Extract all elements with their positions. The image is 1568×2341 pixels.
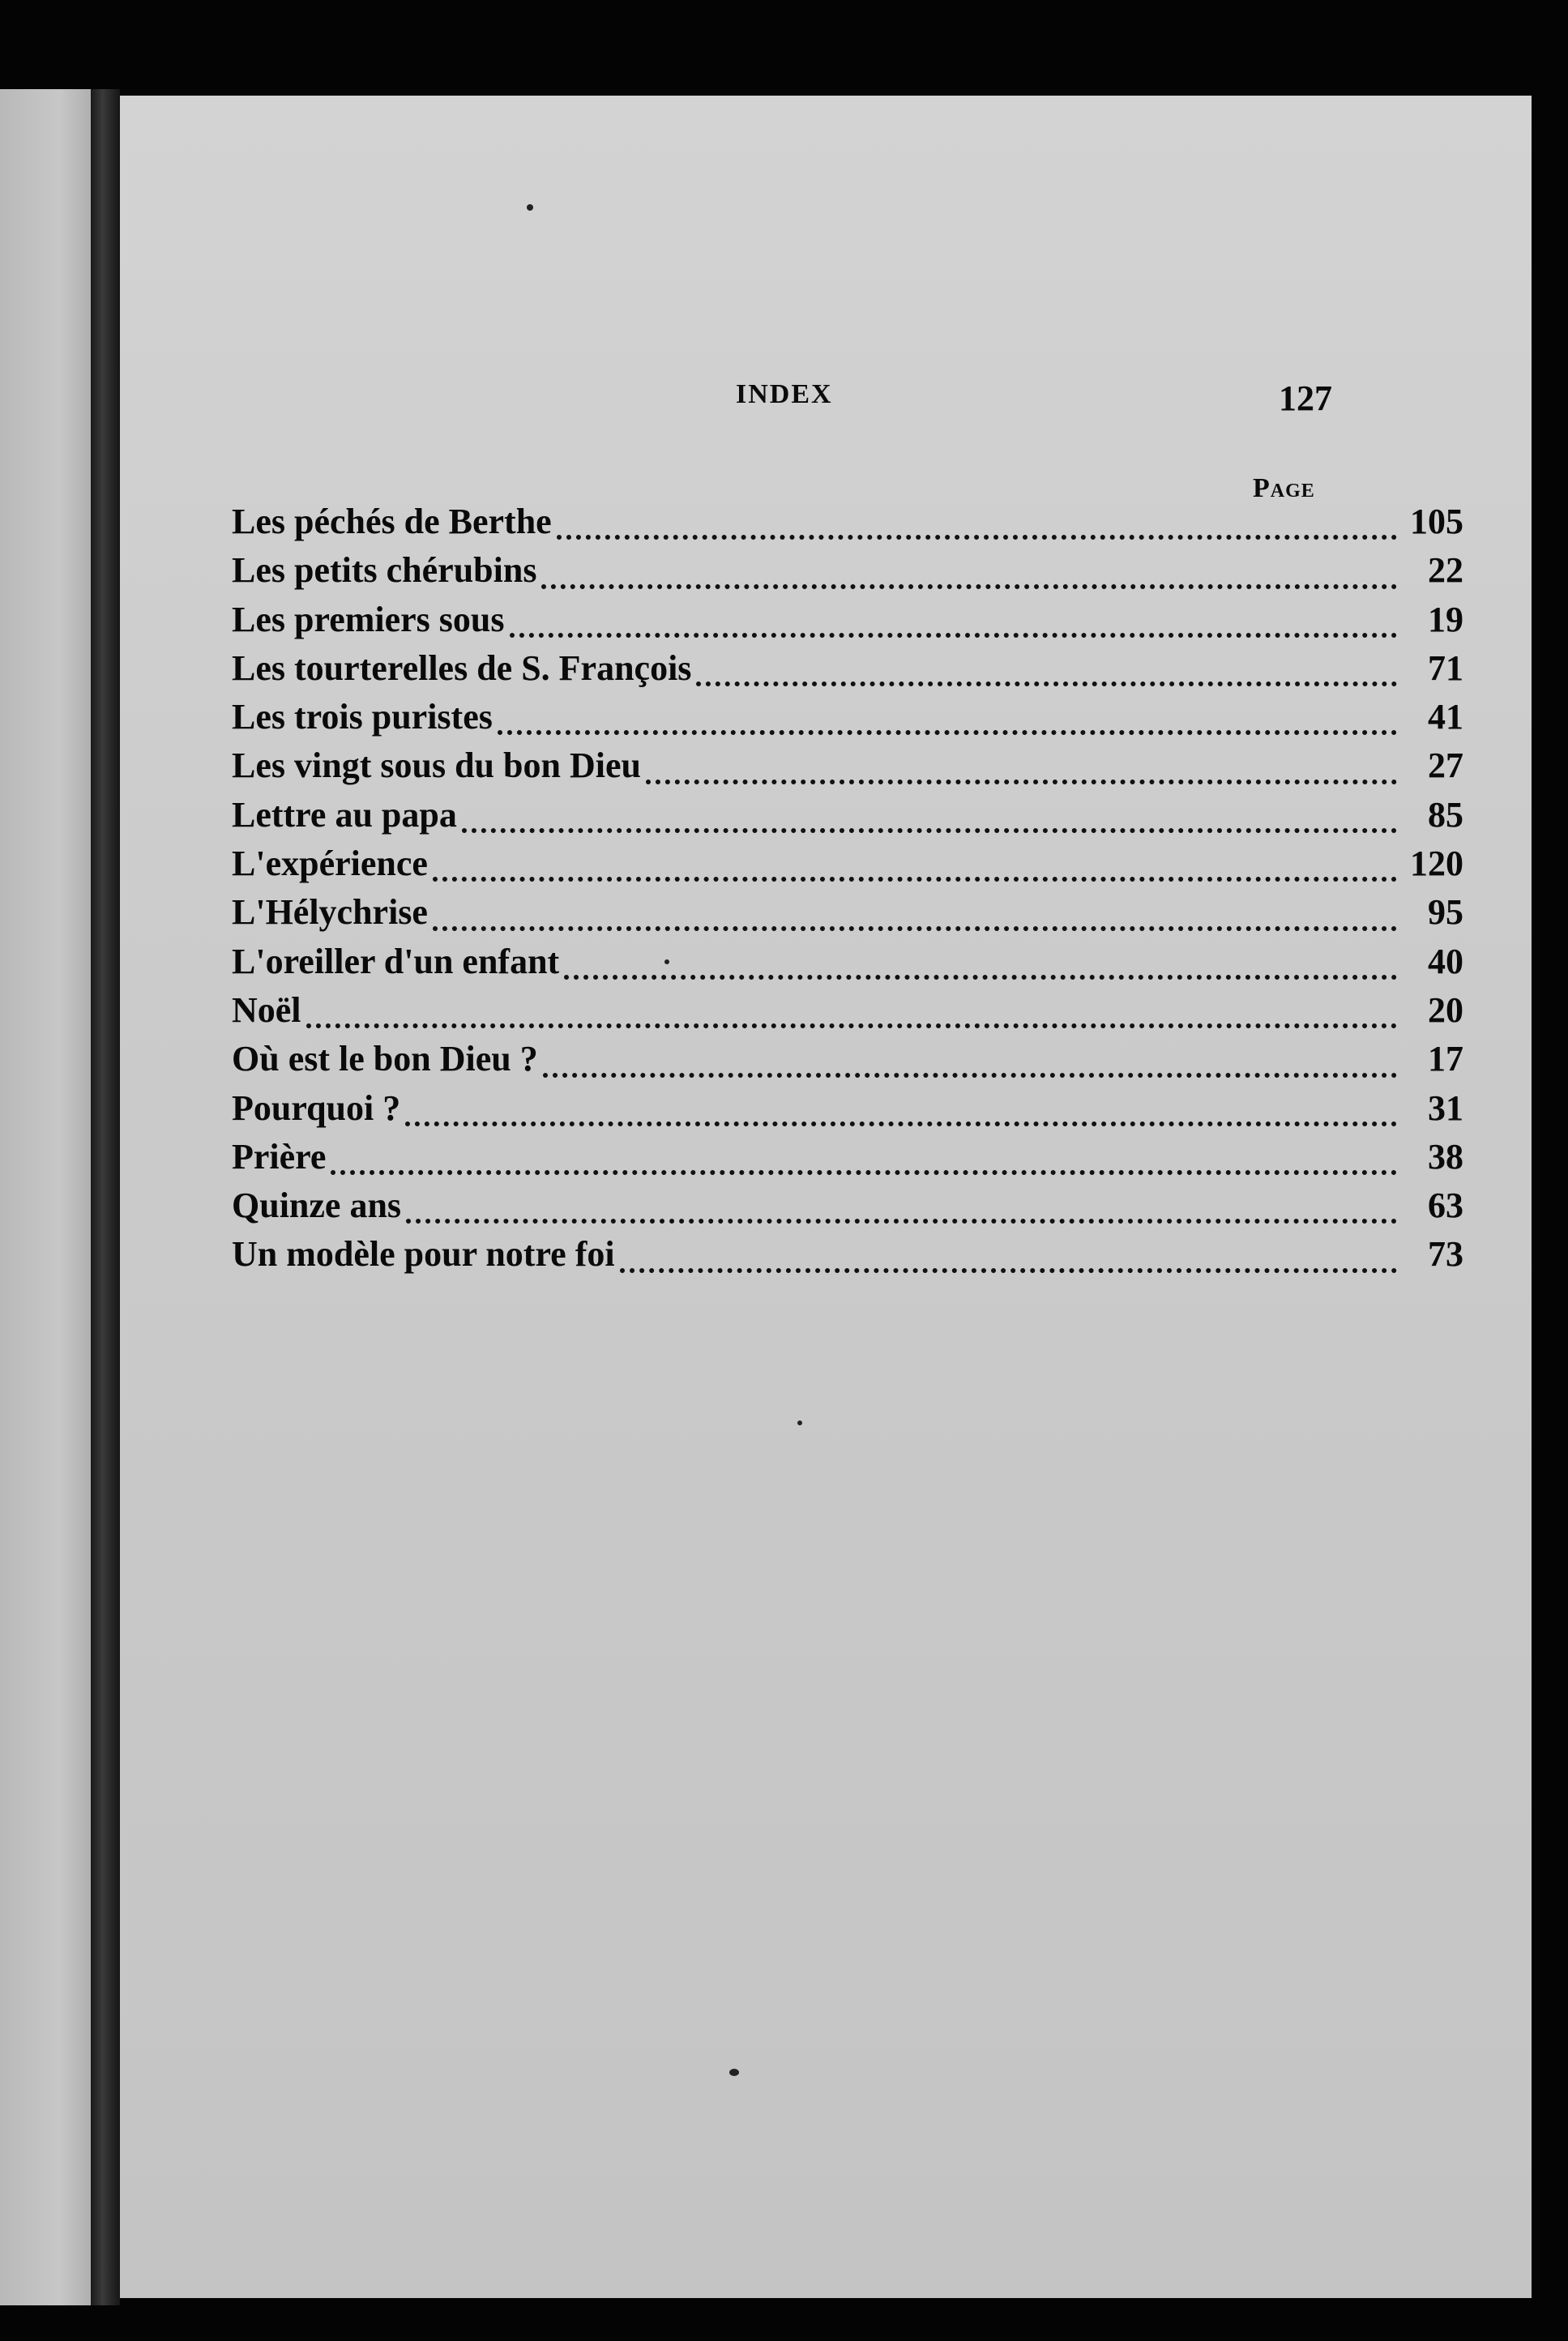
page-column-label: Page bbox=[1253, 473, 1315, 503]
dot-leader bbox=[564, 975, 1397, 980]
index-entry-page: 38 bbox=[1428, 1136, 1463, 1177]
index-entry-title: Les trois puristes bbox=[232, 697, 493, 737]
index-entry-title: L'oreiller d'un enfant bbox=[232, 941, 560, 981]
scan-speck bbox=[797, 1420, 802, 1425]
index-entry bbox=[232, 843, 1463, 891]
dot-leader bbox=[433, 877, 1397, 882]
index-entry-title: L'expérience bbox=[232, 844, 428, 884]
index-entry-page: 73 bbox=[1428, 1234, 1463, 1275]
index-entry-title: Lettre au papa bbox=[232, 794, 457, 835]
dot-leader bbox=[696, 681, 1397, 686]
index-entry-title: Les tourterelles de S. François bbox=[232, 647, 692, 688]
dot-leader bbox=[405, 1121, 1397, 1126]
index-entry-page: 17 bbox=[1428, 1039, 1463, 1079]
index-entry bbox=[232, 501, 1463, 549]
index-entry-page: 41 bbox=[1428, 697, 1463, 737]
dot-leader bbox=[406, 1219, 1397, 1224]
index-entry bbox=[232, 1087, 1463, 1136]
running-head-title: INDEX bbox=[736, 379, 833, 409]
scan-speck bbox=[664, 959, 669, 964]
index-entry bbox=[232, 745, 1463, 793]
index-entry-title: Les petits chérubins bbox=[232, 550, 537, 591]
index-entry-page: 71 bbox=[1428, 647, 1463, 688]
index-entry bbox=[232, 1233, 1463, 1282]
index-entry-page: 27 bbox=[1428, 745, 1463, 786]
index-entry-title: Où est le bon Dieu ? bbox=[232, 1039, 538, 1079]
index-entry-page: 19 bbox=[1428, 599, 1463, 639]
scan-speck bbox=[527, 204, 533, 211]
index-entry-title: Les premiers sous bbox=[232, 599, 505, 639]
index-entry bbox=[232, 989, 1463, 1038]
index-entry-page: 20 bbox=[1428, 989, 1463, 1030]
index-entry-title: L'Hélychrise bbox=[232, 892, 428, 933]
index-entry-title: Noël bbox=[232, 989, 301, 1030]
index-entry bbox=[232, 1136, 1463, 1185]
dot-leader bbox=[462, 828, 1397, 833]
index-entry-title: Pourquoi ? bbox=[232, 1087, 401, 1128]
dot-leader bbox=[541, 584, 1397, 589]
index-entry bbox=[232, 549, 1463, 598]
dot-leader bbox=[306, 1023, 1397, 1028]
index-entry bbox=[232, 1185, 1463, 1233]
index-entry-page: 105 bbox=[1410, 502, 1463, 541]
dot-leader bbox=[331, 1170, 1397, 1175]
index-entry bbox=[232, 794, 1463, 843]
index-entry-title: Un modèle pour notre foi bbox=[232, 1234, 615, 1275]
page-number: 127 bbox=[1279, 378, 1332, 418]
book-page bbox=[120, 96, 1532, 2298]
dot-leader bbox=[646, 780, 1397, 784]
scan-speck bbox=[729, 2069, 739, 2076]
facing-page-edge bbox=[0, 89, 99, 2305]
index-entry bbox=[232, 891, 1463, 940]
index-entry bbox=[232, 599, 1463, 647]
dot-leader bbox=[510, 633, 1397, 638]
index-entry-page: 120 bbox=[1410, 844, 1463, 884]
index-list bbox=[232, 501, 1463, 1283]
dot-leader bbox=[543, 1073, 1397, 1078]
index-entry bbox=[232, 941, 1463, 989]
index-entry-title: Quinze ans bbox=[232, 1185, 402, 1226]
dot-leader bbox=[433, 926, 1397, 931]
index-entry-page: 40 bbox=[1428, 941, 1463, 981]
index-entry bbox=[232, 1038, 1463, 1087]
book-gutter bbox=[91, 89, 120, 2305]
index-entry-page: 31 bbox=[1428, 1087, 1463, 1128]
index-entry-title: Les péchés de Berthe bbox=[232, 502, 552, 541]
running-head bbox=[120, 378, 1532, 418]
index-entry bbox=[232, 647, 1463, 696]
dot-leader bbox=[498, 730, 1397, 735]
index-entry-title: Prière bbox=[232, 1136, 327, 1177]
index-entry bbox=[232, 696, 1463, 745]
index-entry-page: 63 bbox=[1428, 1185, 1463, 1226]
index-entry-page: 95 bbox=[1428, 892, 1463, 933]
index-entry-page: 22 bbox=[1428, 550, 1463, 591]
index-entry-title: Les vingt sous du bon Dieu bbox=[232, 745, 641, 786]
index-entry-page: 85 bbox=[1428, 794, 1463, 835]
dot-leader bbox=[557, 535, 1397, 540]
dot-leader bbox=[620, 1268, 1397, 1273]
